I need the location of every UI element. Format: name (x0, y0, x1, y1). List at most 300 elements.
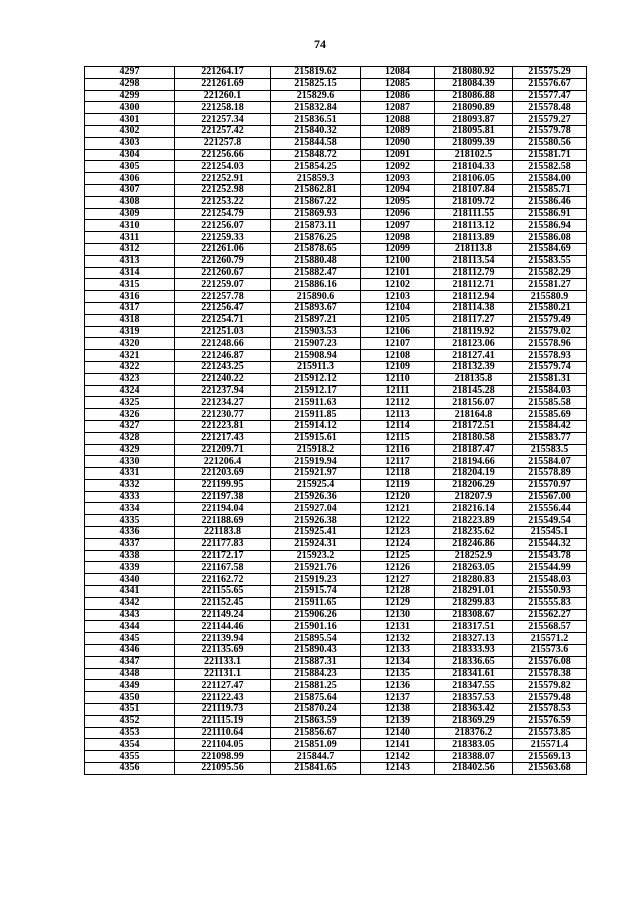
table-row (85, 444, 587, 456)
table-row (85, 586, 587, 598)
table-cell: 12136 (361, 680, 435, 692)
table-row (85, 326, 587, 338)
table-cell: 4335 (85, 515, 175, 527)
table-cell: 218107.84 (435, 184, 513, 196)
table-cell: 4341 (85, 586, 175, 598)
table-cell: 215549.54 (513, 515, 587, 527)
table-cell: 215863.59 (271, 715, 361, 727)
table-cell: 12100 (361, 255, 435, 267)
table-cell: 12089 (361, 125, 435, 137)
table-cell: 218327.13 (435, 633, 513, 645)
table-cell: 215895.54 (271, 633, 361, 645)
table-cell: 215884.23 (271, 668, 361, 680)
table-cell: 4303 (85, 137, 175, 149)
table-cell: 215576.08 (513, 656, 587, 668)
table-cell: 215901.16 (271, 621, 361, 633)
table-cell: 215926.36 (271, 491, 361, 503)
table-cell: 215570.97 (513, 479, 587, 491)
table-cell: 12114 (361, 420, 435, 432)
table-cell: 4321 (85, 350, 175, 362)
table-cell: 218145.28 (435, 385, 513, 397)
table-row (85, 314, 587, 326)
table-cell: 215912.12 (271, 373, 361, 385)
table-cell: 215825.15 (271, 78, 361, 90)
table-cell: 12115 (361, 432, 435, 444)
table-cell: 218123.06 (435, 338, 513, 350)
table-cell: 215580.21 (513, 302, 587, 314)
table-cell: 215580.9 (513, 291, 587, 303)
table-cell: 4310 (85, 220, 175, 232)
table-row (85, 361, 587, 373)
table-cell: 215907.23 (271, 338, 361, 350)
table-cell: 221252.91 (175, 173, 271, 185)
table-row (85, 597, 587, 609)
table-cell: 12111 (361, 385, 435, 397)
table-cell: 221155.65 (175, 586, 271, 598)
table-cell: 215924.31 (271, 538, 361, 550)
table-cell: 12095 (361, 196, 435, 208)
table-cell: 215573.85 (513, 727, 587, 739)
table-cell: 4350 (85, 692, 175, 704)
table-cell: 215925.4 (271, 479, 361, 491)
table-cell: 215571.2 (513, 633, 587, 645)
table-cell: 218263.05 (435, 562, 513, 574)
table-cell: 215903.53 (271, 326, 361, 338)
table-cell: 221098.99 (175, 751, 271, 763)
table-cell: 218383.05 (435, 739, 513, 751)
table-cell: 4323 (85, 373, 175, 385)
table-row (85, 527, 587, 539)
table-cell: 12105 (361, 314, 435, 326)
table-cell: 218194.66 (435, 456, 513, 468)
table-cell: 4324 (85, 385, 175, 397)
table-cell: 218357.53 (435, 692, 513, 704)
table-cell: 215576.67 (513, 78, 587, 90)
table-cell: 221251.03 (175, 326, 271, 338)
table-cell: 12122 (361, 515, 435, 527)
table-cell: 215550.93 (513, 586, 587, 598)
table-cell: 218102.5 (435, 149, 513, 161)
table-cell: 218369.29 (435, 715, 513, 727)
table-cell: 215544.32 (513, 538, 587, 550)
table-cell: 221119.73 (175, 704, 271, 716)
table-cell: 215878.65 (271, 243, 361, 255)
table-row (85, 67, 587, 79)
table-cell: 215583.55 (513, 255, 587, 267)
table-cell: 4355 (85, 751, 175, 763)
table-row (85, 149, 587, 161)
table-cell: 221172.17 (175, 550, 271, 562)
table-cell: 215579.48 (513, 692, 587, 704)
coordinates-table (84, 66, 587, 775)
table-cell: 218376.2 (435, 727, 513, 739)
table-cell: 221104.05 (175, 739, 271, 751)
table-cell: 215582.29 (513, 267, 587, 279)
table-row (85, 633, 587, 645)
table-cell: 215556.44 (513, 503, 587, 515)
table-cell: 215583.5 (513, 444, 587, 456)
table-cell: 221234.27 (175, 397, 271, 409)
table-cell: 221261.69 (175, 78, 271, 90)
table-row (85, 350, 587, 362)
table-row (85, 385, 587, 397)
table-row (85, 704, 587, 716)
table-cell: 218235.62 (435, 527, 513, 539)
table-cell: 218204.19 (435, 468, 513, 480)
table-row (85, 609, 587, 621)
table-cell: 218291.01 (435, 586, 513, 598)
table-cell: 12096 (361, 208, 435, 220)
table-cell: 4325 (85, 397, 175, 409)
table-cell: 12110 (361, 373, 435, 385)
table-cell: 4311 (85, 232, 175, 244)
table-cell: 215856.67 (271, 727, 361, 739)
table-cell: 12088 (361, 114, 435, 126)
table-row (85, 173, 587, 185)
table-cell: 215579.82 (513, 680, 587, 692)
table-cell: 221240.22 (175, 373, 271, 385)
table-cell: 215906.26 (271, 609, 361, 621)
table-cell: 4326 (85, 409, 175, 421)
table-cell: 218111.55 (435, 208, 513, 220)
table-cell: 218164.8 (435, 409, 513, 421)
table-cell: 215543.78 (513, 550, 587, 562)
table-cell: 12101 (361, 267, 435, 279)
table-cell: 12117 (361, 456, 435, 468)
table-cell: 215582.58 (513, 161, 587, 173)
table-cell: 218216.14 (435, 503, 513, 515)
table-cell: 12093 (361, 173, 435, 185)
table-cell: 215893.67 (271, 302, 361, 314)
table-cell: 4342 (85, 597, 175, 609)
table-cell: 215583.77 (513, 432, 587, 444)
table-cell: 215584.00 (513, 173, 587, 185)
table-cell: 4345 (85, 633, 175, 645)
table-cell: 12131 (361, 621, 435, 633)
table-cell: 221144.46 (175, 621, 271, 633)
table-cell: 12118 (361, 468, 435, 480)
table-cell: 218206.29 (435, 479, 513, 491)
table-cell: 221254.79 (175, 208, 271, 220)
table-row (85, 621, 587, 633)
table-cell: 218246.86 (435, 538, 513, 550)
table-cell: 221188.69 (175, 515, 271, 527)
table-cell: 218363.42 (435, 704, 513, 716)
table-cell: 215841.65 (271, 763, 361, 775)
table-cell: 221260.67 (175, 267, 271, 279)
table-cell: 218113.8 (435, 243, 513, 255)
table-row (85, 751, 587, 763)
table-cell: 215890.43 (271, 645, 361, 657)
table-cell: 215578.93 (513, 350, 587, 362)
table-cell: 215579.49 (513, 314, 587, 326)
table-row (85, 78, 587, 90)
table-cell: 218112.94 (435, 291, 513, 303)
table-cell: 215585.69 (513, 409, 587, 421)
table-cell: 215832.84 (271, 102, 361, 114)
table-cell: 218117.27 (435, 314, 513, 326)
table-cell: 4298 (85, 78, 175, 90)
table-cell: 4319 (85, 326, 175, 338)
table-cell: 12090 (361, 137, 435, 149)
table-cell: 4304 (85, 149, 175, 161)
table-cell: 4306 (85, 173, 175, 185)
table-row (85, 255, 587, 267)
table-cell: 221253.22 (175, 196, 271, 208)
table-cell: 215573.6 (513, 645, 587, 657)
table-cell: 12112 (361, 397, 435, 409)
table-cell: 215584.69 (513, 243, 587, 255)
table-cell: 221133.1 (175, 656, 271, 668)
table-cell: 12104 (361, 302, 435, 314)
table-cell: 221243.25 (175, 361, 271, 373)
table-cell: 221131.1 (175, 668, 271, 680)
table-cell: 12137 (361, 692, 435, 704)
table-cell: 4314 (85, 267, 175, 279)
table-cell: 215869.93 (271, 208, 361, 220)
table-row (85, 267, 587, 279)
table-cell: 12116 (361, 444, 435, 456)
table-cell: 4302 (85, 125, 175, 137)
table-cell: 215576.59 (513, 715, 587, 727)
table-cell: 4338 (85, 550, 175, 562)
table-cell: 215586.46 (513, 196, 587, 208)
table-cell: 12120 (361, 491, 435, 503)
table-cell: 4317 (85, 302, 175, 314)
table-cell: 221248.66 (175, 338, 271, 350)
table-cell: 12130 (361, 609, 435, 621)
table-cell: 4346 (85, 645, 175, 657)
table-cell: 218308.67 (435, 609, 513, 621)
table-cell: 215919.94 (271, 456, 361, 468)
table-cell: 215919.23 (271, 574, 361, 586)
table-cell: 4353 (85, 727, 175, 739)
table-cell: 221110.64 (175, 727, 271, 739)
table-cell: 215854.25 (271, 161, 361, 173)
table-cell: 4340 (85, 574, 175, 586)
table-row (85, 302, 587, 314)
table-cell: 12127 (361, 574, 435, 586)
table-cell: 12125 (361, 550, 435, 562)
table-cell: 215544.99 (513, 562, 587, 574)
table-cell: 12106 (361, 326, 435, 338)
table-cell: 215890.6 (271, 291, 361, 303)
table-row (85, 279, 587, 291)
table-cell: 221217.43 (175, 432, 271, 444)
table-cell: 218086.88 (435, 90, 513, 102)
table-cell: 221260.79 (175, 255, 271, 267)
table-cell: 4356 (85, 763, 175, 775)
table-cell: 12102 (361, 279, 435, 291)
table-cell: 221257.42 (175, 125, 271, 137)
table-cell: 215555.83 (513, 597, 587, 609)
table-cell: 221127.47 (175, 680, 271, 692)
table-cell: 215911.65 (271, 597, 361, 609)
table-cell: 218084.39 (435, 78, 513, 90)
table-cell: 4331 (85, 468, 175, 480)
table-cell: 12143 (361, 763, 435, 775)
table-row (85, 102, 587, 114)
table-cell: 221194.04 (175, 503, 271, 515)
table-cell: 4320 (85, 338, 175, 350)
table-cell: 221259.33 (175, 232, 271, 244)
table-cell: 12086 (361, 90, 435, 102)
table-cell: 4337 (85, 538, 175, 550)
table-cell: 215859.3 (271, 173, 361, 185)
table-row (85, 456, 587, 468)
table-cell: 215578.48 (513, 102, 587, 114)
table-row (85, 727, 587, 739)
table-cell: 215577.47 (513, 90, 587, 102)
table-row (85, 90, 587, 102)
table-cell: 218341.61 (435, 668, 513, 680)
table-cell: 218113.89 (435, 232, 513, 244)
table-cell: 12134 (361, 656, 435, 668)
table-cell: 218252.9 (435, 550, 513, 562)
table-cell: 4300 (85, 102, 175, 114)
table-cell: 221183.8 (175, 527, 271, 539)
table-cell: 218080.92 (435, 67, 513, 79)
table-cell: 4352 (85, 715, 175, 727)
table-cell: 215585.71 (513, 184, 587, 196)
table-cell: 221257.8 (175, 137, 271, 149)
table-cell: 218127.41 (435, 350, 513, 362)
table-cell: 4339 (85, 562, 175, 574)
table-cell: 218104.33 (435, 161, 513, 173)
table-row (85, 232, 587, 244)
table-row (85, 161, 587, 173)
table-cell: 215875.64 (271, 692, 361, 704)
table-cell: 218113.12 (435, 220, 513, 232)
table-cell: 221256.07 (175, 220, 271, 232)
table-cell: 215819.62 (271, 67, 361, 79)
table-cell: 215586.94 (513, 220, 587, 232)
table-row (85, 420, 587, 432)
table-cell: 218119.92 (435, 326, 513, 338)
table-cell: 218112.79 (435, 267, 513, 279)
table-cell: 215567.00 (513, 491, 587, 503)
table-cell: 218109.72 (435, 196, 513, 208)
table-cell: 4344 (85, 621, 175, 633)
table-cell: 215575.29 (513, 67, 587, 79)
table-row (85, 196, 587, 208)
table-cell: 12132 (361, 633, 435, 645)
table-cell: 221223.81 (175, 420, 271, 432)
table-cell: 218114.38 (435, 302, 513, 314)
table-cell: 215578.38 (513, 668, 587, 680)
table-row (85, 515, 587, 527)
table-row (85, 125, 587, 137)
table-cell: 215915.74 (271, 586, 361, 598)
table-cell: 215579.78 (513, 125, 587, 137)
table-cell: 221162.72 (175, 574, 271, 586)
table-cell: 215545.1 (513, 527, 587, 539)
table-cell: 215848.72 (271, 149, 361, 161)
table-cell: 12097 (361, 220, 435, 232)
table-cell: 221177.83 (175, 538, 271, 550)
table-cell: 4336 (85, 527, 175, 539)
table-cell: 218106.05 (435, 173, 513, 185)
table-row (85, 538, 587, 550)
table-cell: 215578.53 (513, 704, 587, 716)
table-cell: 215918.2 (271, 444, 361, 456)
table-cell: 215579.27 (513, 114, 587, 126)
table-cell: 218207.9 (435, 491, 513, 503)
table-row (85, 479, 587, 491)
table-cell: 4348 (85, 668, 175, 680)
table-row (85, 645, 587, 657)
table-row (85, 184, 587, 196)
table-cell: 215887.31 (271, 656, 361, 668)
table-cell: 215881.25 (271, 680, 361, 692)
table-cell: 218402.56 (435, 763, 513, 775)
table-cell: 4327 (85, 420, 175, 432)
table-row (85, 243, 587, 255)
table-cell: 12128 (361, 586, 435, 598)
table-cell: 218180.58 (435, 432, 513, 444)
table-cell: 4301 (85, 114, 175, 126)
table-cell: 221252.98 (175, 184, 271, 196)
table-cell: 4351 (85, 704, 175, 716)
table-cell: 4343 (85, 609, 175, 621)
table-cell: 221264.17 (175, 67, 271, 79)
table-cell: 218132.39 (435, 361, 513, 373)
table-row (85, 739, 587, 751)
table-row (85, 291, 587, 303)
table-row (85, 692, 587, 704)
table-cell: 215911.63 (271, 397, 361, 409)
table-cell: 4330 (85, 456, 175, 468)
table-cell: 215897.21 (271, 314, 361, 326)
table-cell: 218156.07 (435, 397, 513, 409)
table-cell: 215578.89 (513, 468, 587, 480)
table-cell: 12107 (361, 338, 435, 350)
table-cell: 12103 (361, 291, 435, 303)
table-cell: 215571.4 (513, 739, 587, 751)
table-cell: 12099 (361, 243, 435, 255)
table-cell: 4297 (85, 67, 175, 79)
table-cell: 12141 (361, 739, 435, 751)
table-row (85, 409, 587, 421)
table-cell: 215914.12 (271, 420, 361, 432)
table-cell: 215912.17 (271, 385, 361, 397)
table-cell: 215844.7 (271, 751, 361, 763)
table-cell: 215585.58 (513, 397, 587, 409)
table-row (85, 468, 587, 480)
table-cell: 221258.18 (175, 102, 271, 114)
table-cell: 221122.43 (175, 692, 271, 704)
table-cell: 215925.41 (271, 527, 361, 539)
table-cell: 221256.47 (175, 302, 271, 314)
table-cell: 12133 (361, 645, 435, 657)
table-cell: 12135 (361, 668, 435, 680)
table-cell: 215921.76 (271, 562, 361, 574)
table-cell: 215579.02 (513, 326, 587, 338)
table-row (85, 137, 587, 149)
table-cell: 4316 (85, 291, 175, 303)
table-cell: 12121 (361, 503, 435, 515)
table-cell: 12113 (361, 409, 435, 421)
table-cell: 12108 (361, 350, 435, 362)
table-cell: 221246.87 (175, 350, 271, 362)
table-cell: 12129 (361, 597, 435, 609)
table-cell: 218099.39 (435, 137, 513, 149)
table-cell: 215548.03 (513, 574, 587, 586)
table-row (85, 680, 587, 692)
table-cell: 4299 (85, 90, 175, 102)
table-cell: 4307 (85, 184, 175, 196)
table-row (85, 763, 587, 775)
